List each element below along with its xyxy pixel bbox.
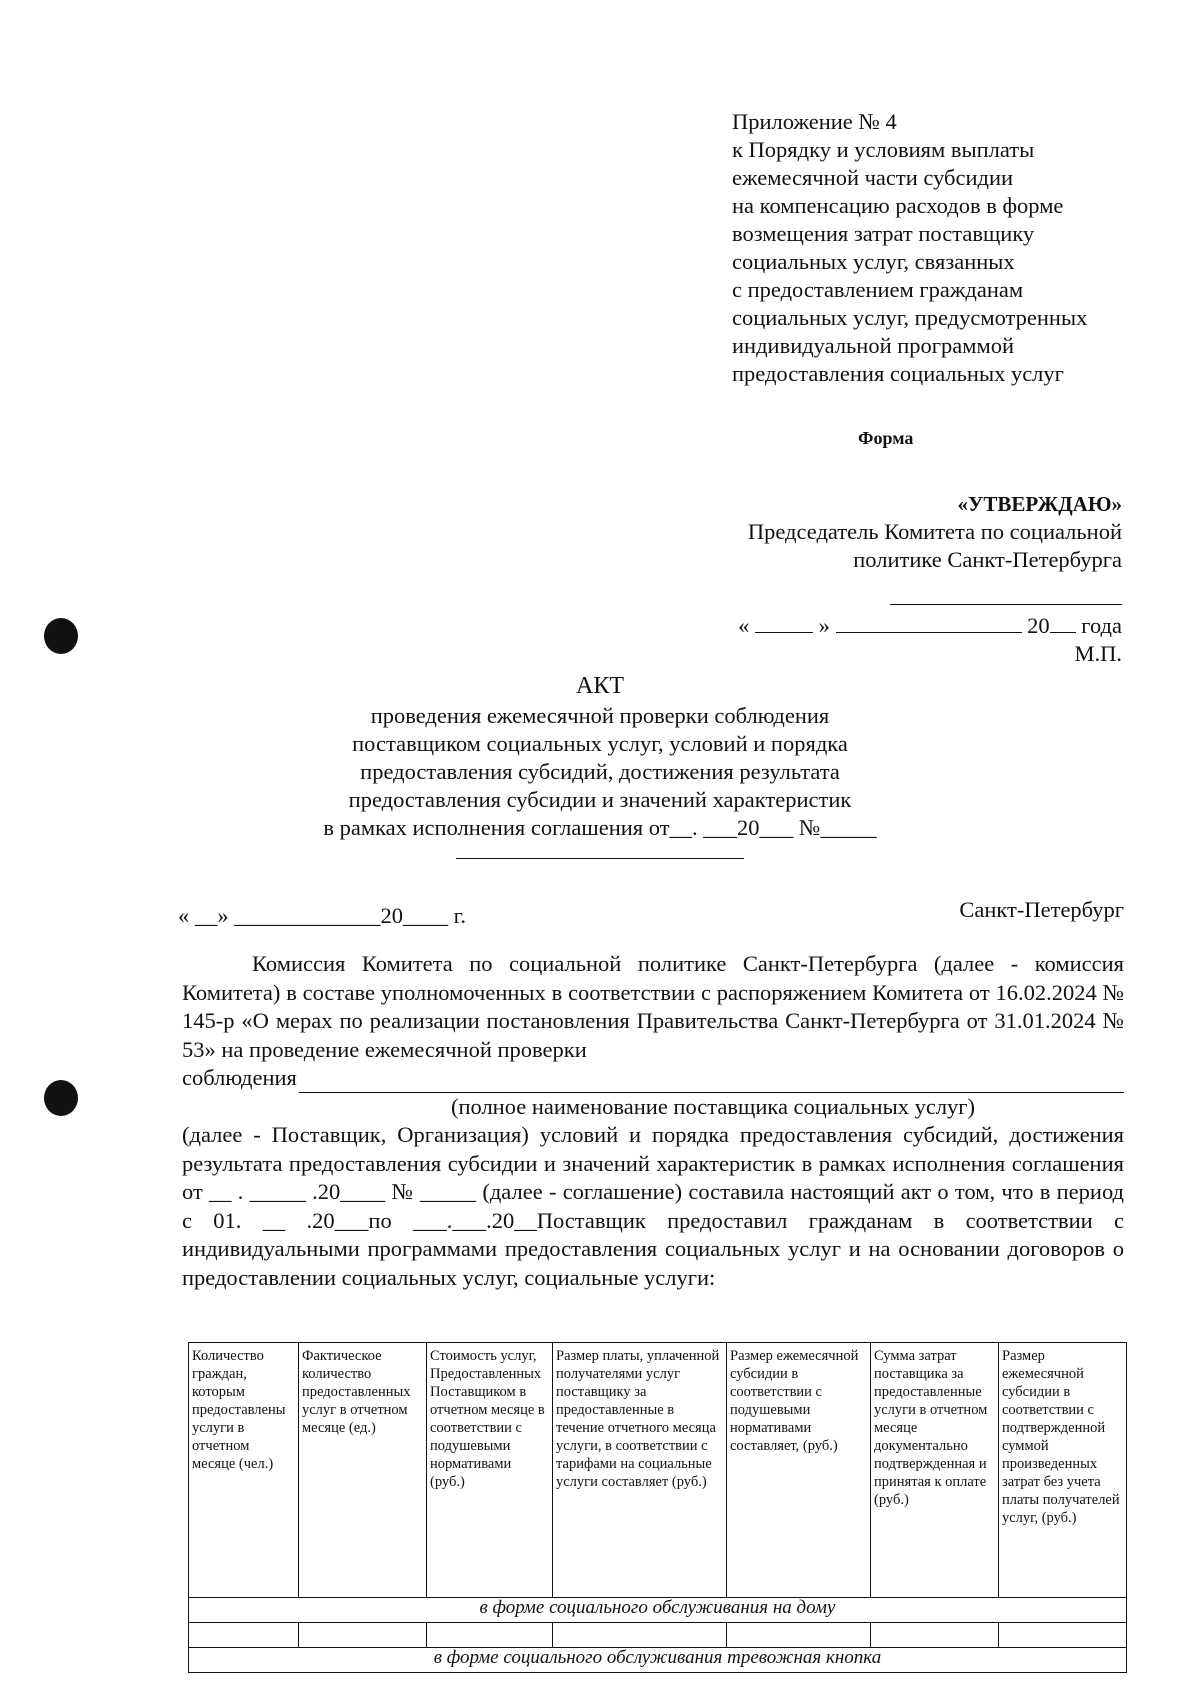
appendix-header — [732, 108, 1172, 388]
table-cell — [727, 1623, 871, 1648]
table-cell — [299, 1623, 427, 1648]
header-cell: Количество граждан, которым предоставлены услуги в отчетном месяце (чел.) — [189, 1343, 299, 1598]
appendix-line: с предоставлением гражданам — [732, 277, 1024, 302]
appendix-line: ежемесячной части субсидии — [732, 165, 1014, 190]
appendix-line: индивидуальной программой — [732, 333, 1015, 358]
form-label: Форма — [858, 428, 914, 448]
act-date: « __» _____________20____ г. — [178, 903, 466, 928]
act-title-line: проведения ежемесячной проверки соблюдения — [370, 703, 830, 728]
header-cell: Сумма затрат поставщика за предоставленные услуги в отчетном месяце документально подтвержденная и принятая к оплате (руб.) — [871, 1343, 999, 1598]
approval-block — [562, 490, 1122, 668]
table-row — [189, 1623, 1127, 1648]
commission-paragraph: Комиссия Комитета по социальной политике Санкт-Петербурга (далее - комиссия Комитета) в составе уполномоченных в соответствии с распоряжением Комитета от 16.02.2024 № 145-р «О мерах по реализации постановления Правительства Санкт-Петербурга от 31.01.2024 № 53» на проведение ежемесячной проверки — [182, 951, 1124, 1062]
table-section-row — [189, 1648, 1127, 1673]
appendix-line: возмещения затрат поставщику — [732, 221, 1035, 246]
act-title-line: поставщиком социальных услуг, условий и порядка — [352, 731, 848, 756]
appendix-line: социальных услуг, предусмотренных — [732, 305, 1088, 330]
table-cell — [427, 1623, 553, 1648]
header-cell: Размер платы, уплаченной получателями услуг поставщику за предоставленные в течение отчетного месяца услуги, в соответствии с тарифами на социальные услуги составляет (руб.) — [553, 1343, 727, 1598]
table-cell — [871, 1623, 999, 1648]
header-cell: Размер ежемесячной субсидии в соответствии с подтвержденной суммой произведенных затрат без учета платы получателей услуг, (руб.) — [999, 1343, 1127, 1598]
appendix-line: предоставления социальных услуг — [732, 361, 1064, 386]
act-title-line: предоставления субсидии и значений характеристик — [348, 787, 852, 812]
act-underline — [456, 856, 744, 859]
section-home-care: в форме социального обслуживания на дому — [189, 1598, 1127, 1623]
day-blank — [755, 612, 813, 633]
provider-caption: (полное наименование поставщика социальных услуг) — [450, 1093, 976, 1119]
appendix-line: Приложение № 4 — [732, 109, 897, 134]
appendix-line: на компенсацию расходов в форме — [732, 193, 1064, 218]
compliance-word: соблюдения — [182, 1065, 297, 1090]
stamp-label: М.П. — [1074, 641, 1122, 666]
table-header-row — [189, 1343, 1127, 1598]
table-section-row — [189, 1598, 1127, 1623]
year-suffix: года — [1081, 613, 1122, 638]
approval-title: «УТВЕРЖДАЮ» — [957, 492, 1122, 516]
table-cell — [999, 1623, 1127, 1648]
act-city: Санкт-Петербург — [959, 897, 1124, 922]
approver-position: Председатель Комитета по социальной — [747, 519, 1122, 544]
signature-line — [890, 580, 1122, 605]
provider-name-line — [182, 1064, 1124, 1093]
quote-close: » — [818, 613, 830, 638]
table-cell — [553, 1623, 727, 1648]
act-title-line: в рамках исполнения соглашения от__. ___20___ №_____ — [323, 815, 877, 840]
punch-hole-top — [44, 618, 78, 654]
header-cell: Размер ежемесячной субсидии в соответствии с подушевыми нормативами составляет, (руб.) — [727, 1343, 871, 1598]
section-alarm-button: в форме социального обслуживания тревожная кнопка — [189, 1648, 1127, 1673]
provider-name-field — [299, 1070, 1124, 1093]
act-title-line: предоставления субсидий, достижения результата — [360, 759, 840, 784]
approver-position: политике Санкт-Петербурга — [853, 547, 1122, 572]
act-body — [182, 950, 1124, 1292]
appendix-line: социальных услуг, связанных — [732, 249, 1015, 274]
act-continuation: (далее - Поставщик, Организация) условий и порядка предоставления субсидий, достижения результата предоставления субсидии и значений характеристик в рамках исполнения соглашения от __ . _____ .20____ № _____ (далее - соглашение) составила настоящий акт о том, что в период с 01. __ .20___по ___.___.20__Поставщик предоставил гражданам в соответствии с индивидуальными программами предоставления социальных услуг и на основании договоров о предоставлении социальных услуг, социальные услуги: — [182, 1122, 1124, 1290]
year-prefix: 20 — [1027, 613, 1050, 638]
table-cell — [189, 1623, 299, 1648]
approval-date-line — [562, 612, 1122, 640]
punch-hole-bottom — [44, 1080, 78, 1116]
act-title-block — [300, 672, 900, 859]
quote-open: « — [738, 613, 750, 638]
services-table — [188, 1342, 1127, 1673]
header-cell: Фактическое количество предоставленных услуг в отчетном месяце (ед.) — [299, 1343, 427, 1598]
act-heading: АКТ — [576, 673, 624, 699]
appendix-line: к Порядку и условиям выплаты — [732, 137, 1035, 162]
header-cell: Стоимость услуг, Предоставленных Поставщиком в отчетном месяце в соответствии с подушевыми нормативами (руб.) — [427, 1343, 553, 1598]
year-blank — [1050, 612, 1076, 633]
month-blank — [836, 612, 1022, 633]
